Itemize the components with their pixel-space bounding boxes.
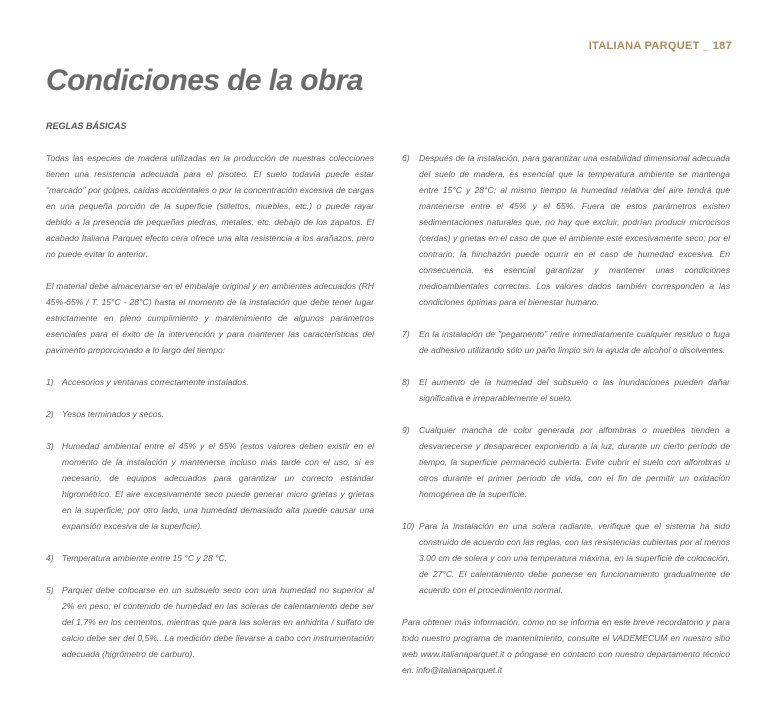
item-text: Yesos terminados y secos.: [62, 409, 165, 419]
item-number: 8): [402, 377, 410, 387]
item-number: 5): [46, 585, 54, 595]
item-number: 4): [46, 553, 54, 563]
item-number: 9): [402, 425, 410, 435]
list-item: [46, 406, 374, 422]
item-text: En la instalación de "pegamento" retire inmediatamente cualquier residuo o fuga de adhesivo utilizando sólo un paño limpio sin la ayuda de alcohol o disolventes.: [419, 329, 730, 355]
list-item: [46, 582, 374, 662]
list-item: [402, 326, 730, 358]
item-text: Para la instalación en una solera radiante, verifique que el sistema ha sido construido de acuerdo con las reglas, con las resistencias cubiertas por al menos 3.00 cm de solera y con una temperatura máxima, en la superficie de colocación, de 27°C. El calentamiento debe ponerse en funcionamiento gradualmente de acuerdo con el procedimiento normal.: [419, 521, 730, 595]
item-text: Humedad ambiental entre el 45% y el 65% (estos valores deben existir en el momento de la instalación y mantenerse incluso más tarde con el uso, si es necesario, de equipos adecuados para garantizar un correcto estándar higrométrico. El aire excesivamente seco puede generar micro grietas y grietas en la superficie; por otro lado, una humedad demasiado alta puede causar una expansión excesiva de la superficie).: [62, 441, 374, 531]
left-column: [46, 150, 374, 678]
item-text: El aumento de la humedad del subsuelo o las inundaciones pueden dañar significativa e irreparablemente el suelo.: [419, 377, 730, 403]
list-item: [46, 374, 374, 390]
list-item: [402, 422, 730, 502]
page-title: Condiciones de la obra: [46, 64, 363, 97]
item-number: 10): [402, 521, 415, 531]
item-text: Temperatura ambiente entre 15 °C y 28 °C.: [62, 553, 228, 563]
closing-paragraph: Para obtener más información, como no se informa en este breve recordatorio y para todo nuestro programa de mantenimiento, consulte el VADEMECUM en nuestro sitio web www.italianaparquet.it o póngase en contacto con nuestro departamento técnico en: info@italianaparquet.it: [402, 617, 730, 675]
item-number: 1): [46, 377, 54, 387]
list-item: [402, 374, 730, 406]
intro-paragraph: Todas las especies de madera utilizadas en la producción de nuestras colecciones tienen una resistencia adecuada para el pisoteo. El suelo todavía puede estar "marcado" por golpes, caídas accidentales o por la concentración excesiva de cargas en una pequeña porción de la superficie (stilettos, muebles, etc.) o puede rayar debido a la presencia de pequeñas piedras, metales, etc. debajo de los zapatos. El acabado Italiana Parquet efecto cera ofrece una alta resistencia a los arañazos, pero no puede evitar lo anterior.: [46, 153, 374, 259]
list-item: [402, 150, 730, 310]
list-item: [402, 518, 730, 598]
item-text: Parquet debe colocarse en un subsuelo seco con una humedad no superior al 2% en peso; el contenido de humedad en las soleras de calentamiento debe ser del 1,7% en los cementos, mientras que para las soleras en anhidrita / sulfato de calcio debe ser del 0,5%.. La medición debe llevarse a cabo con instrumentación adecuada (higrómetro de carburo).: [62, 585, 374, 659]
item-text: Cualquier mancha de color generada por alfombras o muebles tienden a desvanecerse y desaparecer exponiendo a la luz, durante un cierto período de tiempo, la superficie permaneció cubierta. Evite cubrir el suelo con alfombras u otros durante el primer período de vida, con el fin de permitir un oxidación homogénea de la superficie.: [419, 425, 730, 499]
item-number: 3): [46, 441, 54, 451]
right-column: [402, 150, 730, 694]
item-text: Accesorios y ventanas correctamente instalados.: [62, 377, 249, 387]
intro-paragraph: El material debe almacenarse en el embalaje original y en ambientes adecuados (RH 45%-65% / T. 15°C - 28°C) hasta el momento de la instalación que debe tener lugar estrictamente en pleno cumplimiento y mantenimiento de algunos parámetros esenciales para el éxito de la intervención y para mantener las características del pavimento proporcionado a lo largo del tiempo:: [46, 281, 374, 355]
section-subtitle: REGLAS BÁSICAS: [46, 121, 127, 131]
running-head: ITALIANA PARQUET _ 187: [588, 40, 732, 52]
list-item: [46, 438, 374, 534]
item-number: 7): [402, 329, 410, 339]
list-item: [46, 550, 374, 566]
item-number: 2): [46, 409, 54, 419]
item-text: Después de la instalación, para garantizar una estabilidad dimensional adecuada del suelo de madera, es esencial que la temperatura ambiente se mantenga entre 15°C y 28°C; al mismo tiempo la humedad relativa del aire tendrá que mantenerse entre el 45% y el 65%. Fuera de estos parámetros existen sedimentaciones naturales que, no hay que excluir, podrían producir microcisos (cerdas) y grietas en el caso de que el ambiente esté excesivamente seco; por el contrario, la hinchazón puede ocurrir en el caso de humedad excesiva. En consecuencia, es esencial garantizar y mantener unas condiciones medioambientales correctas. Los valores dados también corresponden a las condiciones óptimas para el bienestar humano.: [419, 153, 730, 307]
item-number: 6): [402, 153, 410, 163]
